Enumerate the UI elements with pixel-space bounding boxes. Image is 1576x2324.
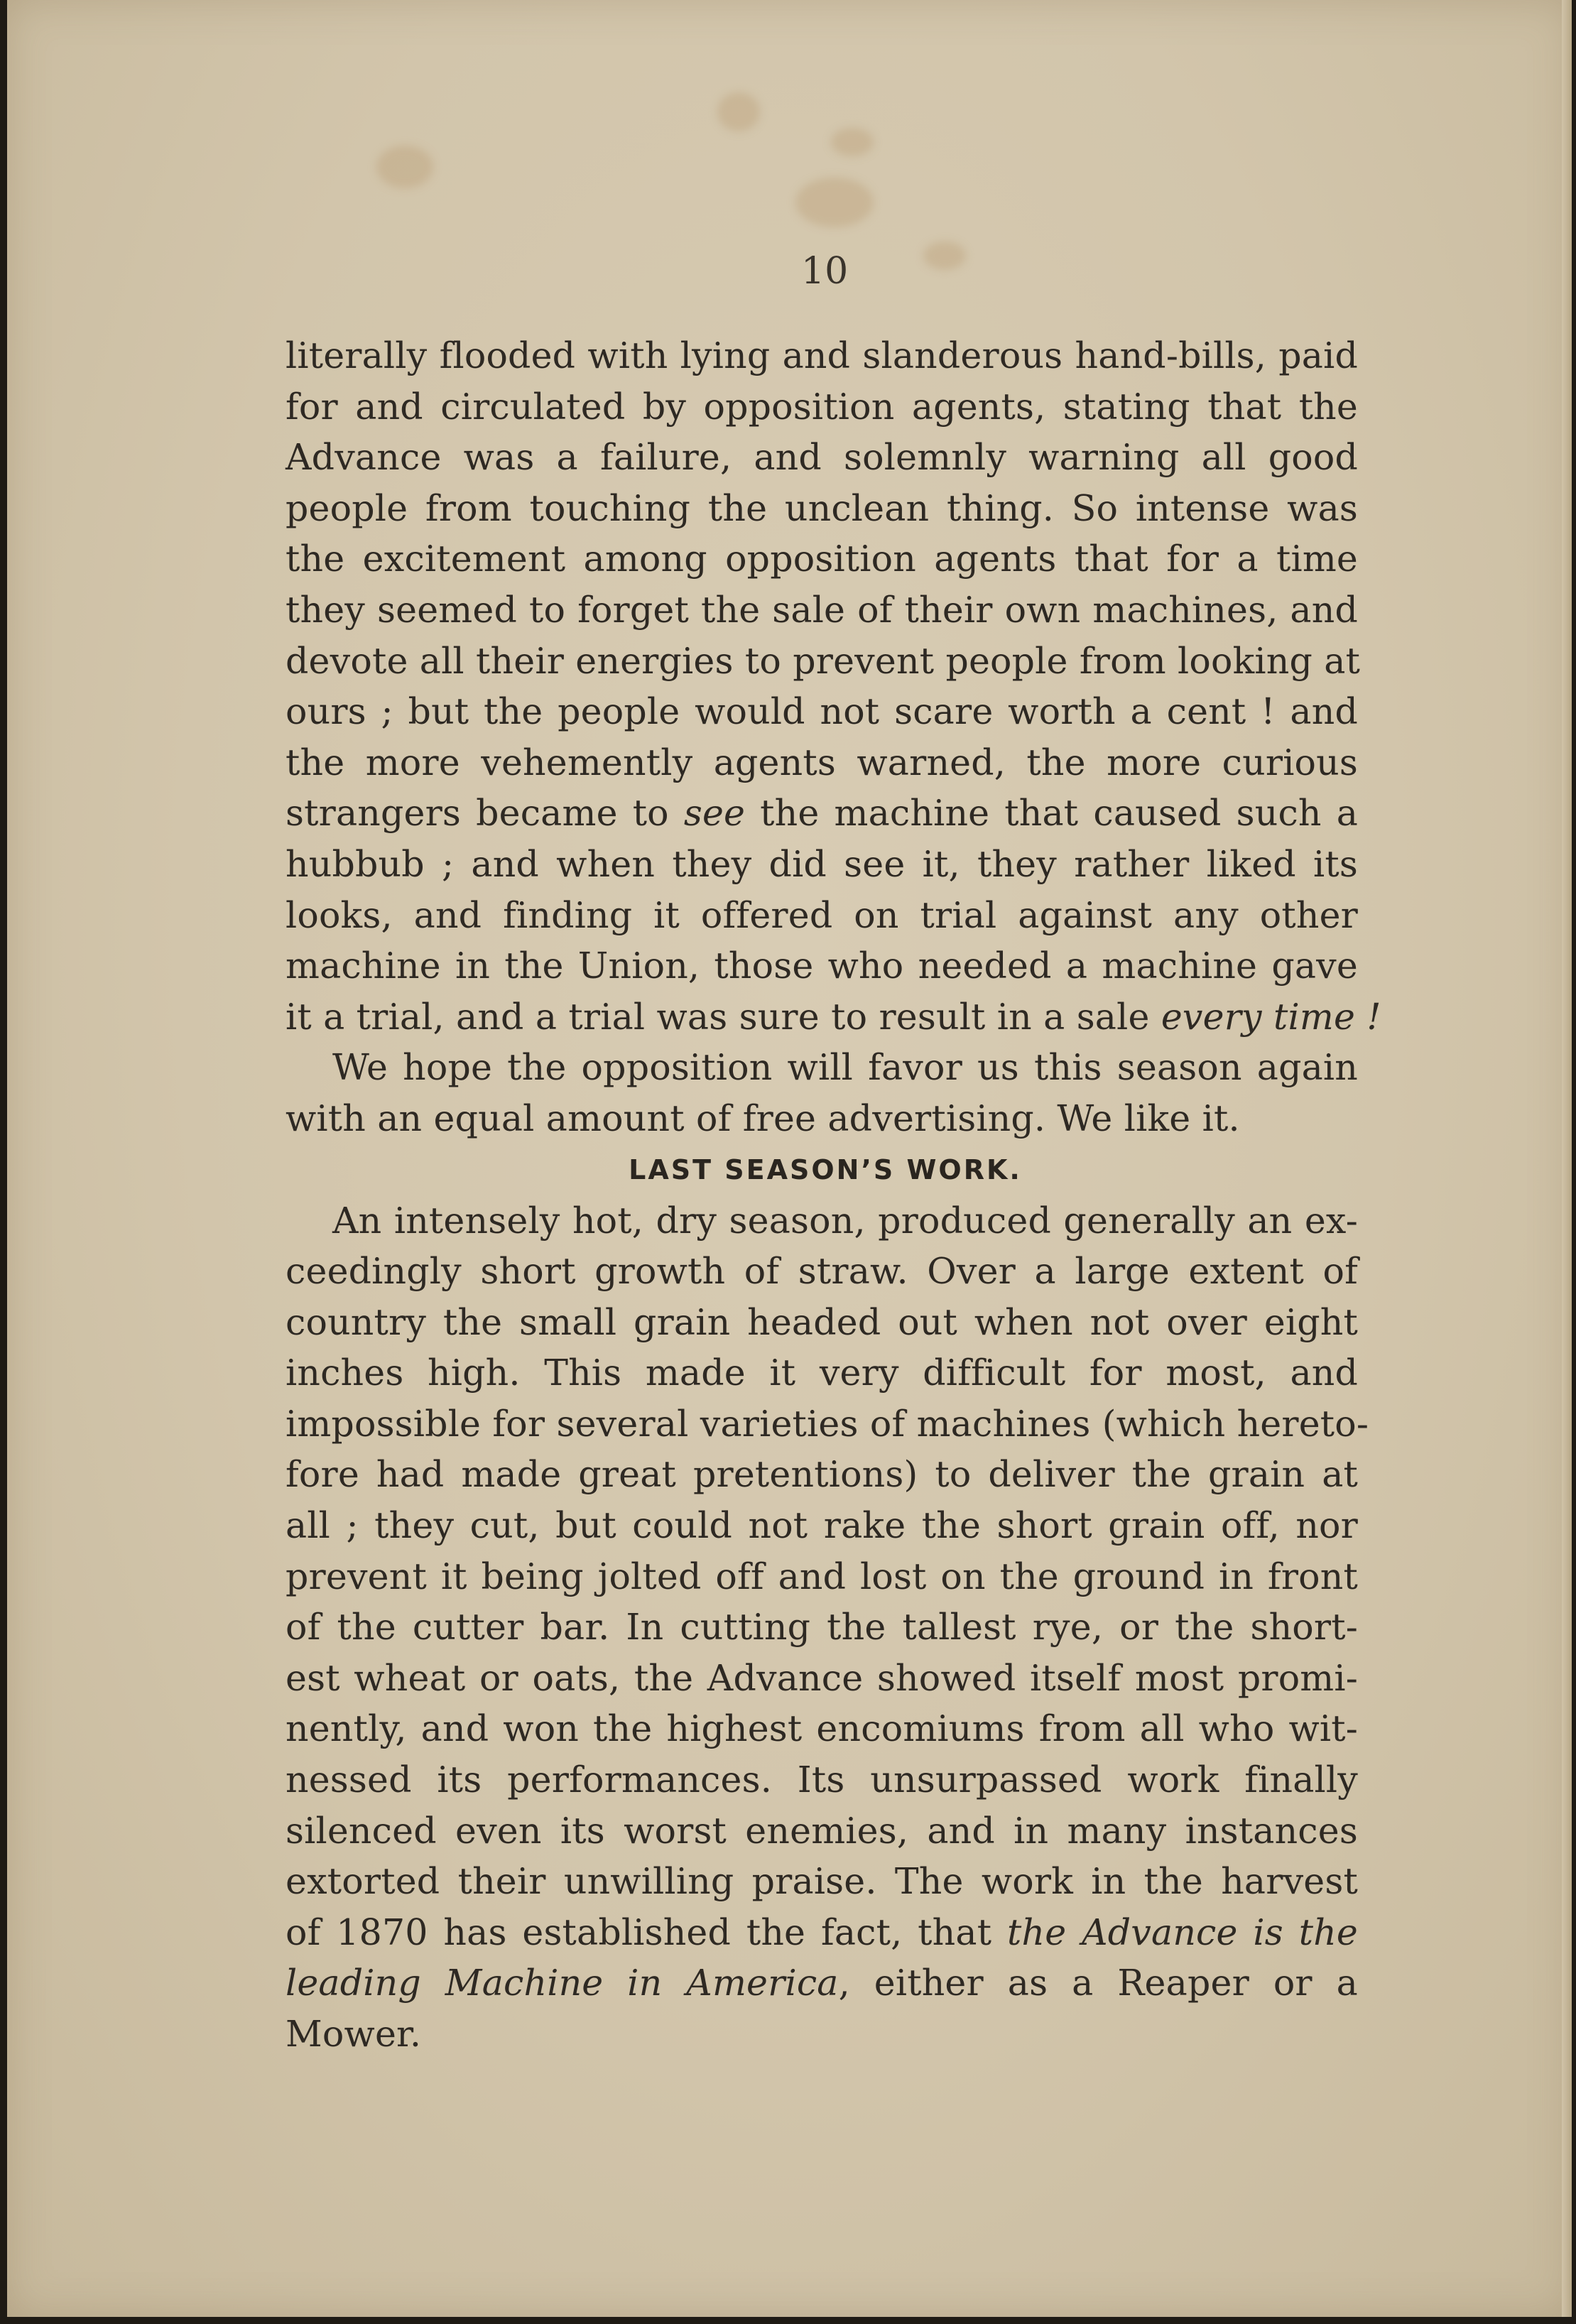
text-line <box>286 1907 1358 1958</box>
text-line: est wheat or oats, the Advance showed itself most promi- <box>286 1656 1358 1699</box>
text-line: country the small grain headed out when not over eight <box>286 1301 1358 1343</box>
text-line: looks, and finding it offered on trial against any other <box>286 894 1358 936</box>
text-line: of the cutter bar. In cutting the tallest rye, or the short- <box>286 1606 1358 1649</box>
text-line: nessed its performances. Its unsurpassed work finally <box>286 1759 1358 1801</box>
text-line: impossible for several varieties of machines (which hereto- <box>286 1402 1369 1445</box>
stain <box>376 146 433 188</box>
italic-run: see <box>683 792 746 835</box>
text-line: literally flooded with lying and slanderous hand-bills, paid <box>286 335 1358 376</box>
section-heading: LAST SEASON’S WORK. <box>629 1153 1022 1185</box>
text-line <box>286 1958 1358 2009</box>
italic-run: the Advance is the <box>1007 1911 1358 1953</box>
italic-run: every time ! <box>1161 995 1381 1038</box>
text-line: they seemed to forget the sale of their own machines, and <box>286 588 1358 631</box>
text-line: Advance was a failure, and solemnly warning all good <box>286 436 1358 479</box>
page-number: 10 <box>801 250 849 293</box>
text-line <box>286 992 1381 1043</box>
stain <box>831 128 874 156</box>
text-line: all ; they cut, but could not rake the short grain off, nor <box>286 1504 1358 1547</box>
text-line: machine in the Union, those who needed a machine gave <box>286 945 1358 987</box>
text-line: prevent it being jolted off and lost on the ground in front <box>286 1555 1358 1597</box>
text-line: people from touching the unclean thing. So intense was <box>286 487 1358 529</box>
text-line: with an equal amount of free advertising. We like it. <box>286 1097 1240 1139</box>
text-line: ceedingly short growth of straw. Over a large extent of <box>286 1250 1358 1293</box>
text-line: silenced even its worst enemies, and in many instances <box>286 1809 1358 1852</box>
page-edge <box>1562 0 1572 2317</box>
text-run: , either as a Reaper or a <box>838 1962 1358 2004</box>
text-run: of 1870 has established the fact, that <box>286 1911 1007 1953</box>
body-text <box>286 330 1381 2060</box>
text-line: fore had made great pretentions) to deliver the grain at <box>286 1453 1358 1496</box>
text-line: An intensely hot, dry season, produced generally an ex- <box>332 1199 1358 1242</box>
stain <box>923 241 966 270</box>
text-line: inches high. This made it very difficult for most, and <box>286 1352 1358 1394</box>
text-line: the excitement among opposition agents that for a time <box>286 538 1358 580</box>
text-line: the more vehemently agents warned, the more curious <box>286 741 1358 783</box>
text-line: hubbub ; and when they did see it, they rather liked its <box>286 842 1358 885</box>
italic-run: leading Machine in America <box>286 1962 839 2004</box>
text-line: ours ; but the people would not scare worth a cent ! and <box>286 690 1358 733</box>
text-line: Mower. <box>286 2013 422 2055</box>
text-line: for and circulated by opposition agents, stating that the <box>286 385 1358 428</box>
text-run: it a trial, and a trial was sure to result in a sale <box>286 995 1161 1038</box>
book-page <box>7 0 1572 2317</box>
text-run: the machine that caused such a <box>745 792 1358 835</box>
text-line: devote all their energies to prevent people from looking at <box>286 639 1361 682</box>
text-line <box>286 788 1358 839</box>
stain <box>795 178 874 227</box>
text-line: extorted their unwilling praise. The work in the harvest <box>286 1860 1358 1903</box>
stain <box>717 92 760 131</box>
text-run: strangers became to <box>286 792 684 835</box>
text-line: nently, and won the highest encomiums from all who wit- <box>286 1707 1358 1750</box>
text-line: We hope the opposition will favor us this season again <box>332 1046 1358 1089</box>
